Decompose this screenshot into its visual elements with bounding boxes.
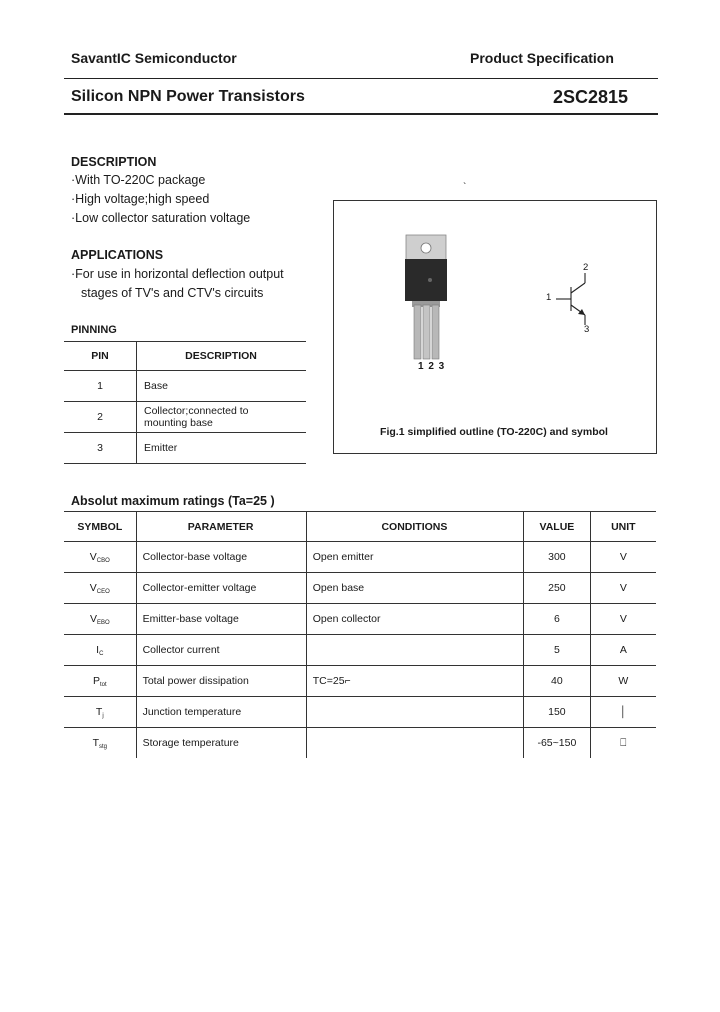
table-header-row xyxy=(64,342,306,371)
table-row xyxy=(64,542,656,573)
value-column-header: VALUE xyxy=(524,512,591,542)
unit-cell: │ xyxy=(590,697,656,728)
parameter-cell: Collector current xyxy=(136,635,306,666)
value-cell: 250 xyxy=(524,573,591,604)
title-divider xyxy=(64,113,658,115)
pin-number: 3 xyxy=(64,433,137,464)
symbol-pin-2-label: 2 xyxy=(583,262,589,273)
document-type: Product Specification xyxy=(470,50,614,66)
header-divider xyxy=(64,78,658,79)
value-cell: 40 xyxy=(524,666,591,697)
applications-heading: APPLICATIONS xyxy=(71,248,164,262)
conditions-column-header: CONDITIONS xyxy=(306,512,523,542)
table-row xyxy=(64,573,656,604)
to220-package-illustration xyxy=(334,201,656,453)
symbol-pin-1-label: 1 xyxy=(546,292,552,303)
parameter-cell: Total power dissipation xyxy=(136,666,306,697)
symbol-cell: $T_j$ xyxy=(64,697,136,728)
unit-cell: A xyxy=(590,635,656,666)
description-item: ·High voltage;high speed xyxy=(71,192,210,206)
unit-cell: W xyxy=(590,666,656,697)
unit-column-header: UNIT xyxy=(590,512,656,542)
symbol-pin-3-label: 3 xyxy=(584,324,590,335)
figure-caption: Fig.1 simplified outline (TO-220C) and symbol xyxy=(380,426,608,438)
symbol-cell: $T_{stg}$ xyxy=(64,728,136,759)
table-row xyxy=(64,666,656,697)
parameter-column-header: PARAMETER xyxy=(136,512,306,542)
symbol-cell: $I_C$ xyxy=(64,635,136,666)
pin-column-header: PIN xyxy=(64,342,137,371)
symbol-cell: $V_{CEO}$ xyxy=(64,573,136,604)
table-row xyxy=(64,604,656,635)
figure-box xyxy=(333,200,657,454)
conditions-cell xyxy=(306,635,523,666)
package-pin-labels: 1 2 3 xyxy=(418,361,446,372)
unit-cell: ⎕ xyxy=(620,736,627,749)
unit-cell: V xyxy=(590,542,656,573)
applications-line: ·For use in horizontal deflection output xyxy=(71,267,284,281)
pin-description: Base xyxy=(137,371,307,402)
parameter-cell: Collector-base voltage xyxy=(136,542,306,573)
table-row xyxy=(64,402,306,433)
ratings-table xyxy=(64,511,656,758)
pin-description: Collector;connected to mounting base xyxy=(137,402,307,433)
table-row xyxy=(64,433,306,464)
parameter-cell: Collector-emitter voltage xyxy=(136,573,306,604)
product-family-title: Silicon NPN Power Transistors xyxy=(71,88,305,105)
value-cell: 6 xyxy=(524,604,591,635)
parameter-cell: Emitter-base voltage xyxy=(136,604,306,635)
pinning-heading: PINNING xyxy=(71,324,117,336)
value-cell: 300 xyxy=(524,542,591,573)
conditions-cell xyxy=(306,728,523,759)
symbol-cell: $P_{tot}$ xyxy=(64,666,136,697)
pinning-table xyxy=(64,341,306,464)
table-row xyxy=(64,697,656,728)
pin-description: Emitter xyxy=(137,433,307,464)
unit-cell: V xyxy=(590,604,656,635)
table-row xyxy=(64,635,656,666)
npn-symbol-icon xyxy=(556,273,585,325)
value-cell: 150 xyxy=(524,697,591,728)
conditions-cell: Open collector xyxy=(306,604,523,635)
parameter-cell: Junction temperature xyxy=(136,697,306,728)
applications-line: stages of TV's and CTV's circuits xyxy=(81,286,264,300)
description-item: ·With TO-220C package xyxy=(71,173,206,187)
company-name: SavantIC Semiconductor xyxy=(71,50,237,66)
value-cell: 5 xyxy=(524,635,591,666)
value-cell: -65~150 xyxy=(524,728,591,759)
ratings-heading: Absolut maximum ratings (Ta=25 ) xyxy=(71,494,275,508)
conditions-cell: Open emitter xyxy=(306,542,523,573)
symbol-cell: $V_{EBO}$ xyxy=(64,604,136,635)
table-header-row xyxy=(64,512,656,542)
parameter-cell: Storage temperature xyxy=(136,728,306,759)
description-heading: DESCRIPTION xyxy=(71,155,157,169)
conditions-cell xyxy=(306,697,523,728)
description-item: ·Low collector saturation voltage xyxy=(71,211,251,225)
conditions-cell: TC=25⌐ xyxy=(306,666,523,697)
description-column-header: DESCRIPTION xyxy=(137,342,307,371)
pin-number: 2 xyxy=(64,402,137,433)
pin-number: 1 xyxy=(64,371,137,402)
part-number: 2SC2815 xyxy=(553,87,629,107)
table-row xyxy=(64,371,306,402)
symbol-cell: $V_{CBO}$ xyxy=(64,542,136,573)
table-row xyxy=(64,728,656,759)
conditions-cell: Open base xyxy=(306,573,523,604)
stray-mark: ` xyxy=(463,182,467,193)
symbol-column-header: SYMBOL xyxy=(64,512,136,542)
unit-cell: V xyxy=(590,573,656,604)
description-list xyxy=(71,171,250,228)
